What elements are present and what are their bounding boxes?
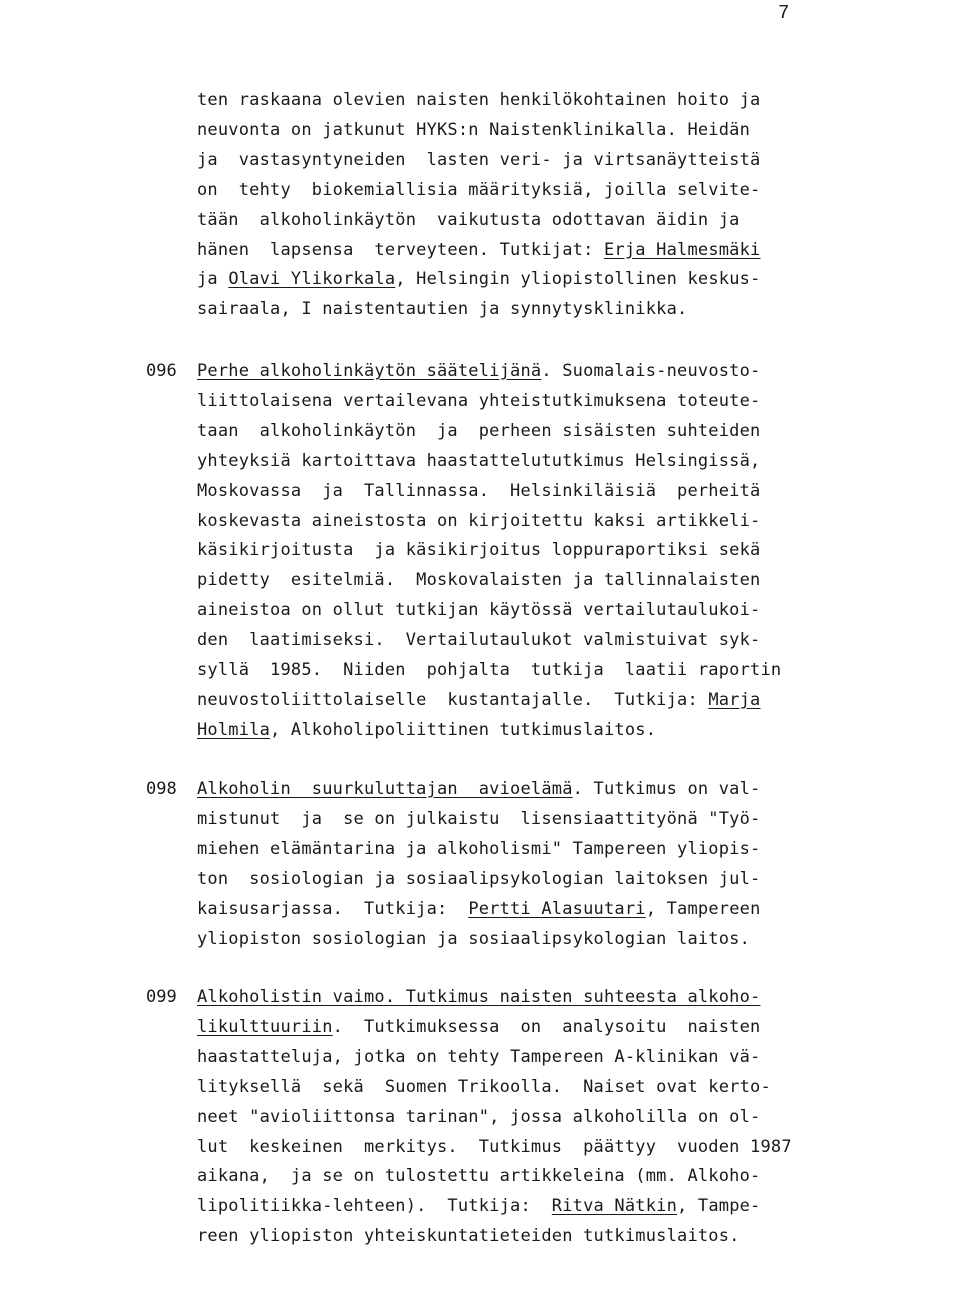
text-line [197,1137,792,1157]
text-segment: lityksellä sekä Suomen Trikoolla. Naiset ovat kerto- [197,1076,771,1097]
text-line [197,1077,771,1097]
text-segment: lut keskeinen merkitys. Tutkimus päättyy vuoden 1987 [197,1136,792,1157]
text-line [197,511,760,531]
text-line [197,1017,761,1037]
text-segment: Moskovassa ja Tallinnassa. Helsinkiläisiä perheitä [197,480,761,501]
text-segment: aikana, ja se on tulostettu artikkeleina (mm. Alkoho- [197,1166,761,1187]
text-line [197,600,760,620]
text-line [197,987,760,1007]
text-segment: , Tampe- [677,1196,761,1217]
text-segment: sairaala, I naistentautien ja synnytysklinikka. [197,299,688,320]
text-line [197,391,760,411]
text-line [197,1196,761,1216]
text-line [197,660,781,680]
text-segment: on tehty biokemiallisia määrityksiä, joilla selvite- [197,179,761,200]
text-line [197,630,760,650]
text-segment: den laatimiseksi. Vertailutaulukot valmistuivat syk- [197,630,761,651]
text-segment: ja vastasyntyneiden lasten veri- ja virtsanäytteistä [197,149,761,170]
entry-number: 096 [146,361,177,381]
text-line [197,269,761,289]
underlined-text: Marja [708,689,761,710]
text-segment: pidetty esitelmiä. Moskovalaisten ja tallinnalaisten [197,570,761,591]
text-segment: . Tutkimus on val- [572,779,761,799]
text-line [197,90,760,110]
text-segment: , Alkoholipoliittinen tutkimuslaitos. [270,719,657,740]
text-segment: haastatteluja, jotka on tehty Tampereen A-klinikan vä- [197,1046,761,1067]
text-segment: liittolaisena vertailevana yhteistutkimuksena toteute- [197,390,761,411]
page-number: 7 [778,2,790,24]
text-segment: , Tampereen [645,898,761,919]
text-segment: mistunut ja se on julkaistu lisensiaattityönä "Työ- [197,808,761,829]
text-line [197,481,760,501]
underlined-text: likulttuuriin [197,1016,333,1037]
text-segment: ja [197,269,229,290]
text-line [197,570,760,590]
text-segment: koskevasta aineistosta on kirjoitettu kaksi artikkeli- [197,510,761,531]
underlined-text: Holmila [197,719,271,740]
text-segment: lipolitiikka-lehteen). Tutkija: [197,1196,552,1217]
text-segment: neuvostoliittolaiselle kustantajalle. Tutkija: [197,689,709,710]
underlined-text: Pertti Alasuutari [468,898,646,919]
text-line [197,1226,740,1246]
text-segment: . Suomalais-neuvosto- [541,361,761,381]
text-line [197,150,760,170]
text-line [197,421,760,441]
text-segment: ton sosiologian ja sosiaalipsykologian laitoksen jul- [197,868,761,889]
entry-number: 099 [146,987,177,1007]
text-line [197,869,760,889]
text-line [197,210,740,230]
text-line [197,240,761,260]
text-segment: tään alkoholinkäytön vaikutusta odottavan äidin ja [197,209,740,230]
text-line [197,1107,760,1127]
text-line [197,929,750,949]
text-segment: taan alkoholinkäytön ja perheen sisäisten suhteiden [197,420,761,441]
text-line [197,1166,760,1186]
text-line [197,299,687,319]
text-line [197,451,760,471]
text-segment: , Helsingin yliopistollinen keskus- [395,269,761,290]
text-segment: . Tutkimuksessa on analysoitu naisten [332,1016,761,1037]
text-segment: hänen lapsensa terveyteen. Tutkijat: [197,239,604,260]
text-segment: yhteyksiä kartoittava haastattelututkimus Helsingissä, [197,450,761,471]
text-segment: neet "avioliittonsa tarinan", jossa alkoholilla on ol- [197,1106,761,1127]
text-segment: aineistoa on ollut tutkijan käytössä vertailutaulukoi- [197,600,761,621]
underlined-text: Erja Halmesmäki [603,239,761,260]
text-line [197,180,760,200]
underlined-text: Ritva Nätkin [551,1196,678,1217]
underlined-text: Alkoholin suurkuluttajan avioelämä [197,779,573,799]
text-line [197,899,761,919]
text-segment: miehen elämäntarina ja alkoholismi" Tampereen yliopis- [197,838,761,859]
text-line [197,1047,760,1067]
text-segment: reen yliopiston yhteiskuntatieteiden tutkimuslaitos. [197,1226,740,1247]
text-line [197,839,760,859]
text-segment: kaisusarjassa. Tutkija: [197,898,469,919]
text-line [197,540,760,560]
underlined-text: Olavi Ylikorkala [228,269,396,290]
underlined-text: Perhe alkoholinkäytön säätelijänä [197,361,542,381]
underlined-text: Alkoholistin vaimo. Tutkimus naisten suhteesta alkoho- [197,987,761,1007]
text-line [197,779,760,799]
text-line [197,690,761,710]
text-segment: ten raskaana olevien naisten henkilökohtainen hoito ja [197,90,761,110]
text-segment: neuvonta on jatkunut HYKS:n Naistenklinikalla. Heidän [197,119,751,140]
text-segment: syllä 1985. Niiden pohjalta tutkija laatii raportin [197,660,782,680]
text-segment: käsikirjoitusta ja käsikirjoitus loppuraportiksi sekä [197,540,761,561]
text-line [197,120,750,140]
text-line [197,720,656,740]
entry-number: 098 [146,779,177,799]
text-line [197,361,761,381]
text-line [197,809,760,829]
text-segment: yliopiston sosiologian ja sosiaalipsykologian laitos. [197,928,751,949]
